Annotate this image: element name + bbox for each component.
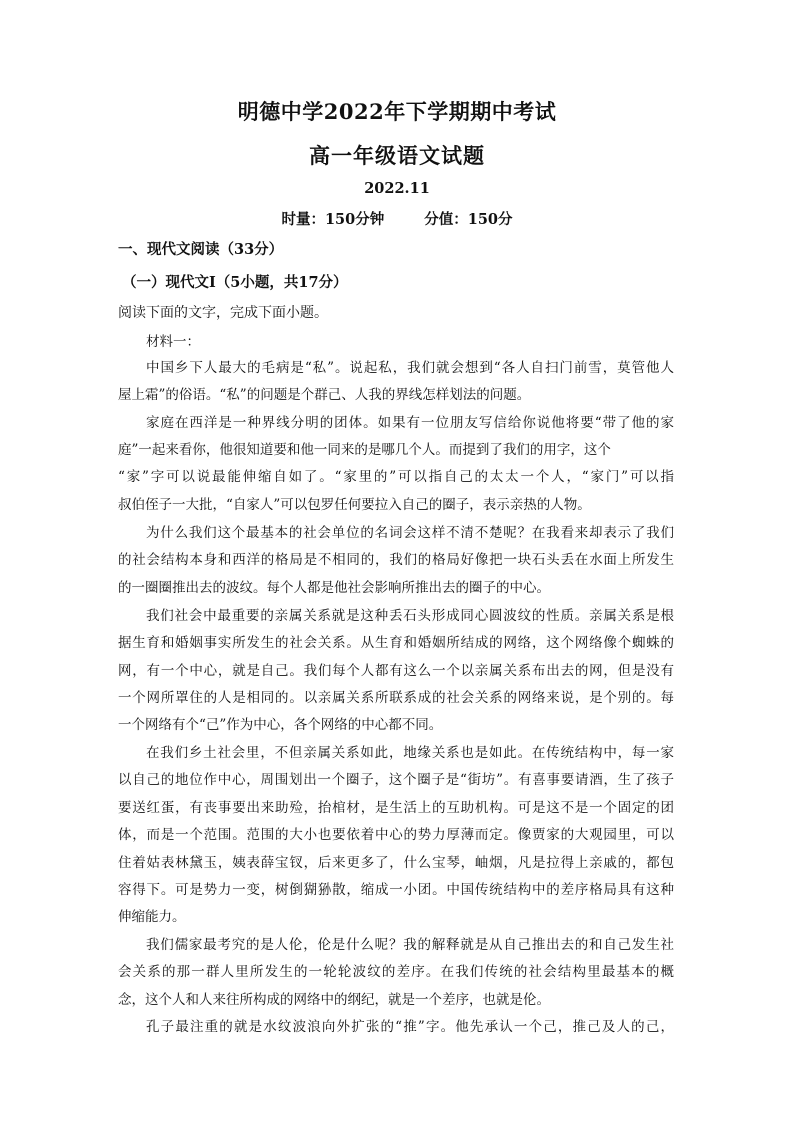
passage-line: 会关系的那一群人里所发生的一轮轮波纹的差序。在我们传统的社会结构里最基本的概 xyxy=(118,964,674,980)
exam-subtitle: 高一年级语文试题 xyxy=(309,143,485,168)
passage-line: 我们儒家最考究的是人伦，伦是什么呢？我的解释就是从自己推出去的和自己发生社 xyxy=(146,937,674,953)
passage-line: 为什么我们这个最基本的社会单位的名词会这样不清不楚呢？在我看来却表示了我们 xyxy=(146,525,674,541)
exam-meta xyxy=(0,208,794,229)
passage-line: 据生育和婚姻事实所发生的社会关系。从生育和婚姻所结成的网络，这个网络像个蜘蛛的 xyxy=(118,635,674,651)
passage-line: 我们社会中最重要的亲属关系就是这种丢石头形成同心圆波纹的性质。亲属关系是根 xyxy=(146,608,674,624)
passage-line: 在我们乡土社会里，不但亲属关系如此，地缘关系也是如此。在传统结构中，每一家 xyxy=(146,745,674,761)
passage-line: 念，这个人和人来往所构成的网络中的纲纪，就是一个差序，也就是伦。 xyxy=(118,992,550,1008)
passage-line: “家”字可以说最能伸缩自如了。“家里的”可以指自己的太太一个人，“家门”可以指 xyxy=(118,469,674,485)
passage-line: 一个网所罩住的人是相同的。以亲属关系所联系成的社会关系的网络来说，是个别的。每 xyxy=(118,690,674,706)
passage-line: 家庭在西洋是一种界线分明的团体。如果有一位朋友写信给你说他将要“带了他的家 xyxy=(146,415,674,431)
passage-line: 网，有一个中心，就是自己。我们每个人都有这么一个以亲属关系布出去的网，但是没有 xyxy=(118,663,674,679)
passage-line: 一个网络有个“己”作为中心，各个网络的中心都不同。 xyxy=(118,717,443,733)
exam-score: 分值：150分 xyxy=(424,211,513,228)
passage-line: 体，而是一个范围。范围的大小也要依着中心的势力厚薄而定。像贾家的大观园里，可以 xyxy=(118,827,674,843)
instruction-text: 阅读下面的文字，完成下面小题。 xyxy=(118,305,328,321)
passage-line: 住着姑表林黛玉，姨表薛宝钗，后来更多了，什么宝琴，岫烟，凡是拉得上亲戚的，都包 xyxy=(118,855,674,871)
exam-date: 2022.11 xyxy=(364,180,430,197)
exam-title: 明德中学2022年下学期期中考试 xyxy=(237,99,557,124)
passage-line: 屋上霜”的俗语。“私”的问题是个群己、人我的界线怎样划法的问题。 xyxy=(118,387,531,403)
passage-line: 孔子最注重的就是水纹波浪向外扩张的“推”字。他先承认一个己，推己及人的己， xyxy=(146,1019,674,1035)
passage-line: 要送红蛋，有丧事要出来助殓，抬棺材，是生活上的互助机构。可是这不是一个固定的团 xyxy=(118,800,674,816)
passage-line: 的一圈圈推出去的波纹。每个人都是他社会影响所推出去的圈子的中心。 xyxy=(118,580,550,596)
passage-line: 叔伯侄子一大批，“自家人”可以包罗任何要拉入自己的圈子，表示亲热的人物。 xyxy=(118,497,591,513)
passage-line: 中国乡下人最大的毛病是“私”。说起私，我们就会想到“各人自扫门前雪，莫管他人 xyxy=(146,360,674,376)
section-heading: 一、现代文阅读（33分） xyxy=(118,241,284,258)
passage-line: 的社会结构本身和西洋的格局是不相同的，我们的格局好像把一块石头丢在水面上所发生 xyxy=(118,552,674,568)
exam-duration: 时量：150分钟 xyxy=(281,211,385,228)
passage-line: 容得下。可是势力一变，树倒猢狲散，缩成一小团。中国传统结构中的差序格局具有这种 xyxy=(118,882,674,898)
passage-line: 以自己的地位作中心，周围划出一个圈子，这个圈子是“街坊”。有喜事要请酒，生了孩子 xyxy=(118,772,674,788)
material-label: 材料一： xyxy=(146,334,200,350)
passage-line: 庭”一起来看你，他很知道要和他一同来的是哪几个人。而提到了我们的用字，这个 xyxy=(118,442,611,458)
passage-line: 伸缩能力。 xyxy=(118,909,186,925)
subsection-heading: （一）现代文Ⅰ（5小题，共17分） xyxy=(122,274,348,291)
